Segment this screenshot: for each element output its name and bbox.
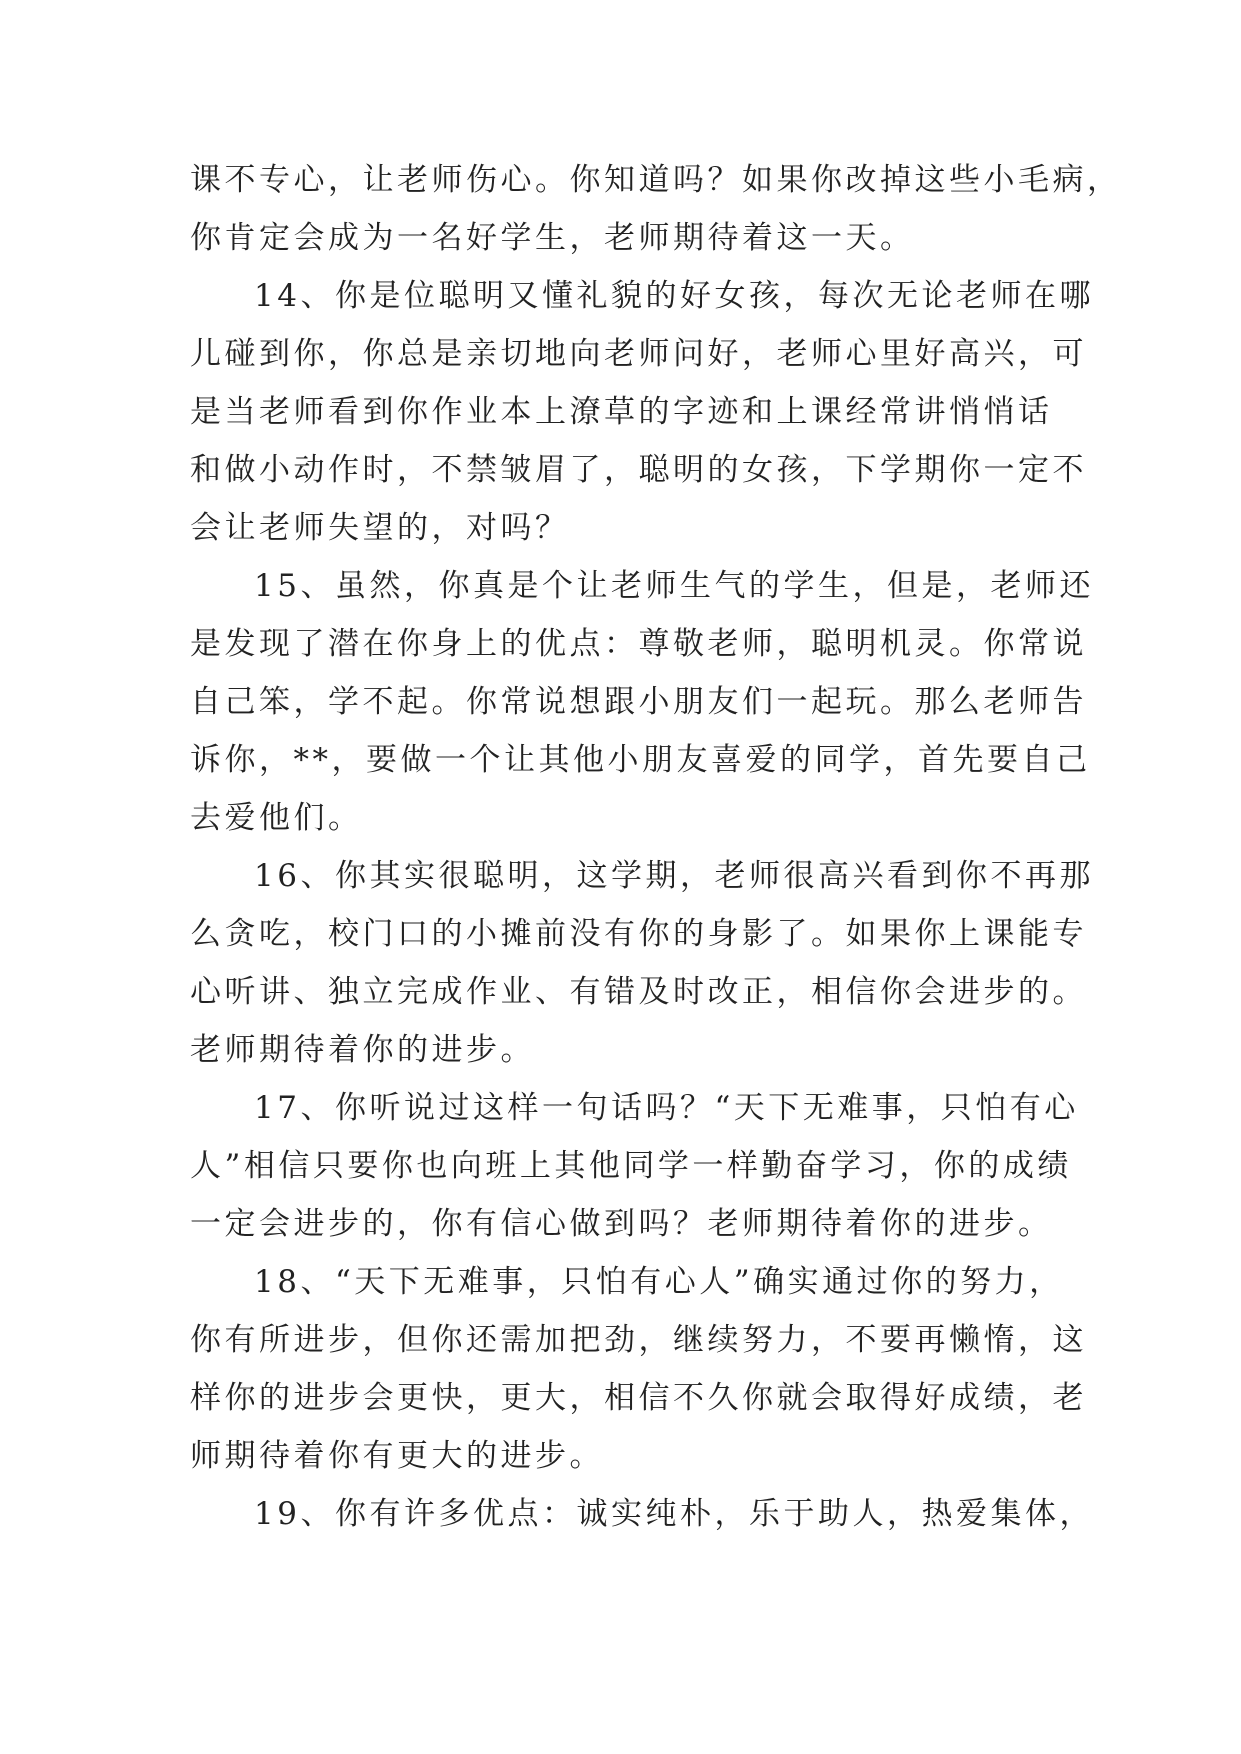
text-line: 老师期待着你的进步。 <box>190 1032 535 1068</box>
text-line: 会让老师失望的，对吗？ <box>190 510 570 546</box>
text-line: 人”相信只要你也向班上其他同学一样勤奋学习，你的成绩 <box>190 1148 1072 1184</box>
text-line: 么贪吃，校门口的小摊前没有你的身影了。如果你上课能专 <box>190 916 1087 952</box>
text-line: 和做小动作时，不禁皱眉了，聪明的女孩，下学期你一定不 <box>190 452 1087 488</box>
paragraph-18-start: 18、“天下无难事，只怕有心人”确实通过你的努力， <box>254 1264 1064 1300</box>
text-line: 课不专心，让老师伤心。你知道吗？如果你改掉这些小毛病， <box>190 162 1122 198</box>
text-line: 诉你，**，要做一个让其他小朋友喜爱的同学，首先要自己 <box>190 742 1091 778</box>
paragraph-15-start: 15、虽然，你真是个让老师生气的学生，但是，老师还 <box>254 568 1094 604</box>
text-line: 自己笨，学不起。你常说想跟小朋友们一起玩。那么老师告 <box>190 684 1087 720</box>
text-line: 是当老师看到你作业本上潦草的字迹和上课经常讲悄悄话 <box>190 394 1053 430</box>
paragraph-19-start: 19、你有许多优点：诚实纯朴，乐于助人，热爱集体， <box>254 1496 1094 1532</box>
text-line: 心听讲、独立完成作业、有错及时改正，相信你会进步的。 <box>190 974 1087 1010</box>
text-line: 你肯定会成为一名好学生，老师期待着这一天。 <box>190 220 915 256</box>
text-line: 样你的进步会更快，更大，相信不久你就会取得好成绩，老 <box>190 1380 1087 1416</box>
text-line: 儿碰到你，你总是亲切地向老师问好，老师心里好高兴，可 <box>190 336 1087 372</box>
text-line: 去爱他们。 <box>190 800 363 836</box>
paragraph-17-start: 17、你听说过这样一句话吗？“天下无难事，只怕有心 <box>254 1090 1079 1126</box>
paragraph-16-start: 16、你其实很聪明，这学期，老师很高兴看到你不再那 <box>254 858 1094 894</box>
text-line: 你有所进步，但你还需加把劲，继续努力，不要再懒惰，这 <box>190 1322 1087 1358</box>
text-line: 是发现了潜在你身上的优点：尊敬老师，聪明机灵。你常说 <box>190 626 1087 662</box>
text-line: 师期待着你有更大的进步。 <box>190 1438 604 1474</box>
text-line: 一定会进步的，你有信心做到吗？老师期待着你的进步。 <box>190 1206 1053 1242</box>
paragraph-14-start: 14、你是位聪明又懂礼貌的好女孩，每次无论老师在哪 <box>254 278 1094 314</box>
